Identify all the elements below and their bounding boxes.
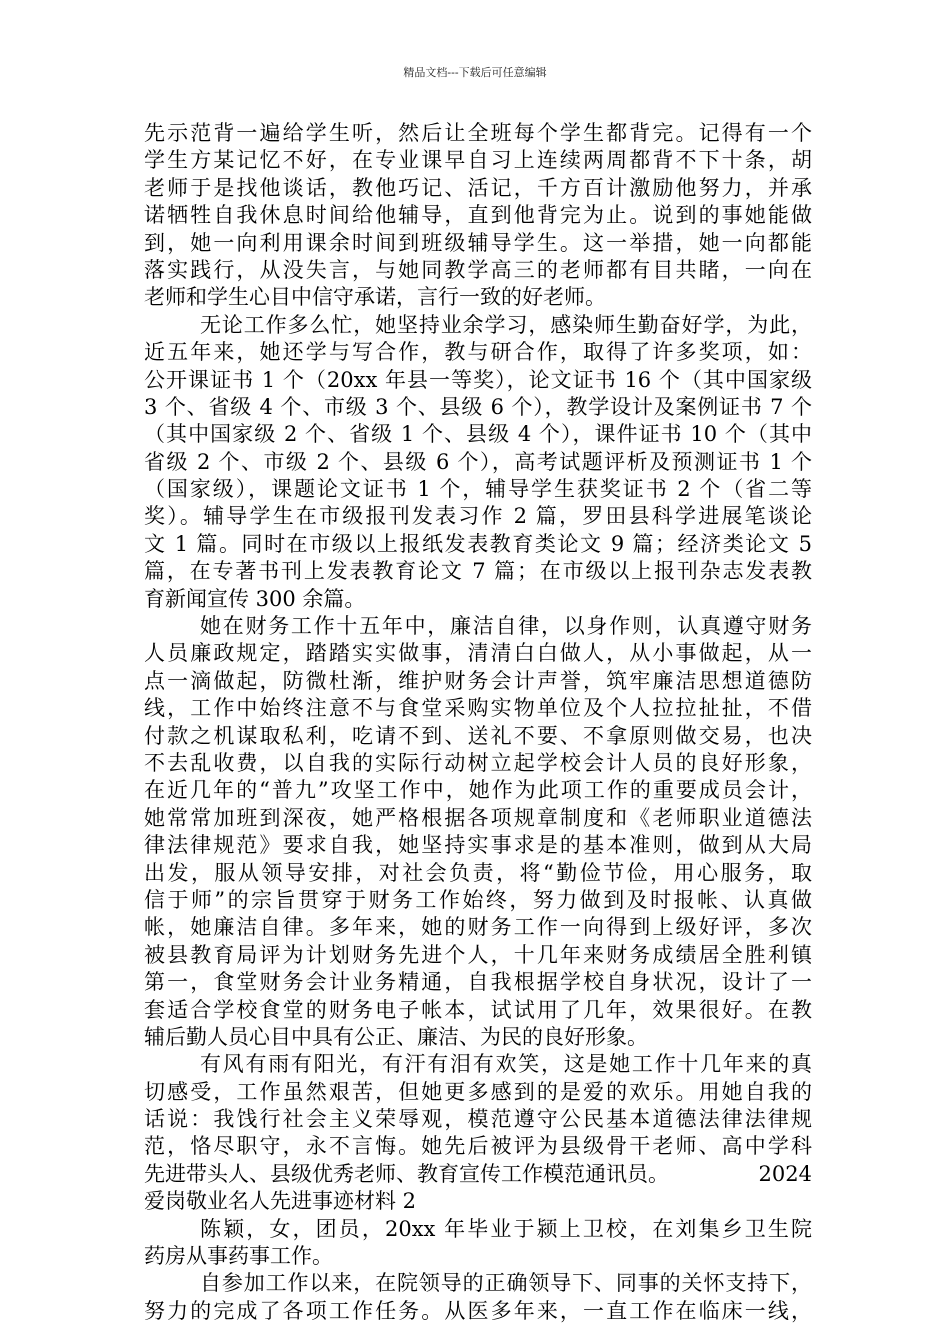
text-line-content: 到，她一向利用课余时间到班级辅导学生。这一举措，她一向都能 <box>144 230 812 255</box>
text-line <box>144 1270 812 1297</box>
text-line <box>144 312 812 339</box>
text-line <box>144 723 812 750</box>
text-line <box>144 120 812 147</box>
text-line <box>144 175 812 202</box>
text-line-content: 先进带头人、县级优秀老师、教育宣传工作模范通讯员。 <box>144 1161 669 1186</box>
text-line <box>144 997 812 1024</box>
text-line <box>144 1106 812 1133</box>
text-line-content: 无论工作多么忙，她坚持业余学习，感染师生勤奋好学，为此， <box>200 312 812 337</box>
text-line <box>144 942 812 969</box>
text-line-content: 套适合学校食堂的财务电子帐本，试试用了几年，效果很好。在教 <box>144 997 812 1022</box>
text-line <box>144 202 812 229</box>
text-line-content: 陈颖，女，团员，20xx 年毕业于颍上卫校，在刘集乡卫生院 <box>200 1216 812 1241</box>
text-line <box>144 476 812 503</box>
text-line-content: 切感受，工作虽然艰苦，但她更多感到的是爱的欢乐。用她自我的 <box>144 1079 812 1104</box>
text-line <box>144 860 812 887</box>
text-line-content: 律法律规范》要求自我，她坚持实事求是的基本准则，做到从大局 <box>144 833 812 858</box>
text-line <box>144 777 812 804</box>
text-line-content: 诺牺牲自我休息时间给他辅导，直到他背完为止。说到的事她能做 <box>144 203 812 228</box>
text-line-content: 线，工作中始终注意不与食堂采购实物单位及个人拉拉扯扯，不借 <box>144 696 812 721</box>
text-line-content: 公开课证书 1 个（20xx 年县一等奖），论文证书 16 个（其中国家级 <box>144 367 812 392</box>
text-line-content: 近五年来，她还学与写合作，教与研合作，取得了许多奖项，如： <box>144 340 812 365</box>
text-line <box>144 1216 812 1243</box>
text-line-content: 范，恪尽职守，永不言悔。她先后被评为县级骨干老师、高中学科 <box>144 1134 812 1159</box>
text-line <box>144 695 812 722</box>
text-line <box>144 421 812 448</box>
text-line <box>144 1133 812 1160</box>
text-line-content: 育新闻宣传 300 余篇。 <box>144 586 366 611</box>
text-line <box>144 887 812 914</box>
text-line-content: 在近几年的“普九”攻坚工作中，她作为此项工作的重要成员会计， <box>144 778 812 803</box>
text-line <box>144 832 812 859</box>
text-line-content: 先示范背一遍给学生听，然后让全班每个学生都背完。记得有一个 <box>144 121 812 145</box>
text-line <box>144 367 812 394</box>
page-header: 精品文档---下载后可任意编辑 <box>403 66 547 79</box>
text-line-content: 不去乱收费，以自我的实际行动树立起学校会计人员的良好形象， <box>144 750 812 775</box>
text-line-content: 篇，在专著书刊上发表教育论文 7 篇；在市级以上报刊杂志发表教 <box>144 559 812 584</box>
text-line <box>144 1161 812 1188</box>
text-line <box>144 339 812 366</box>
text-line <box>144 257 812 284</box>
text-line-content: 文 1 篇。同时在市级以上报纸发表教育类论文 9 篇；经济类论文 5 <box>144 531 812 556</box>
text-line-content: 她常常加班到深夜，她严格根据各项规章制度和《老师职业道德法 <box>144 805 812 830</box>
text-line <box>144 558 812 585</box>
text-line <box>144 1298 812 1325</box>
text-line-content: 人员廉政规定，踏踏实实做事，清清白白做人，从小事做起，从一 <box>144 641 812 666</box>
text-line-content: 学生方某记忆不好，在专业课早自习上连续两周都背不下十条，胡 <box>144 148 812 173</box>
text-line <box>144 613 812 640</box>
text-line <box>144 1051 812 1078</box>
text-line-content: 落实践行，从没失言，与她同教学高三的老师都有目共睹，一向在 <box>144 257 812 282</box>
text-line <box>144 394 812 421</box>
text-line-content: 药房从事药事工作。 <box>144 1244 333 1269</box>
text-line <box>144 284 812 311</box>
text-line-content: 老师于是找他谈话，教他巧记、活记，千方百计激励他努力，并承 <box>144 175 812 200</box>
text-line <box>144 147 812 174</box>
text-line <box>144 531 812 558</box>
text-line <box>144 449 812 476</box>
text-line-content: （国家级），课题论文证书 1 个，辅导学生获奖证书 2 个（省二等 <box>144 477 812 502</box>
text-line-content: 付款之机谋取私利，吃请不到、送礼不要、不拿原则做交易，也决 <box>144 723 812 748</box>
text-line-content: 奖）。辅导学生在市级报刊发表习作 2 篇，罗田县科学进展笔谈论 <box>144 504 812 529</box>
text-line <box>144 969 812 996</box>
text-line <box>144 1188 812 1215</box>
text-line-content: 帐，她廉洁自律。多年来，她的财务工作一向得到上级好评，多次 <box>144 915 812 940</box>
text-line <box>144 750 812 777</box>
text-line <box>144 503 812 530</box>
text-line-content: 话说：我饯行社会主义荣辱观，模范遵守公民基本道德法律法律规 <box>144 1107 812 1132</box>
text-line <box>144 1079 812 1106</box>
text-line-content: 信于师”的宗旨贯穿于财务工作始终，努力做到及时报帐、认真做 <box>144 887 812 912</box>
text-line <box>144 230 812 257</box>
text-line <box>144 668 812 695</box>
text-line <box>144 805 812 832</box>
text-line <box>144 1243 812 1270</box>
text-line-content: 她在财务工作十五年中，廉洁自律，以身作则，认真遵守财务 <box>200 614 812 639</box>
text-line-content: 有风有雨有阳光，有汗有泪有欢笑，这是她工作十几年来的真 <box>200 1052 812 1077</box>
text-line-content: 被县教育局评为计划财务先进个人，十几年来财务成绩居全胜利镇 <box>144 942 812 967</box>
text-line <box>144 1024 812 1051</box>
text-line <box>144 586 812 613</box>
document-body <box>144 120 812 1325</box>
text-line-content: 努力的完成了各项工作任务。从医多年来，一直工作在临床一线， <box>144 1298 812 1323</box>
text-line <box>144 914 812 941</box>
text-line-content: 第一，食堂财务会计业务精通，自我根据学校自身状况，设计了一 <box>144 970 812 995</box>
text-line-content: 省级 2 个、市级 2 个、县级 6 个），高考试题评析及预测证书 1 个 <box>144 449 812 474</box>
text-line-content: 辅后勤人员心目中具有公正、廉洁、为民的良好形象。 <box>144 1024 648 1049</box>
text-line-content: 3 个、省级 4 个、市级 3 个、县级 6 个），教学设计及案例证书 7 个 <box>144 394 812 419</box>
text-line-content: （其中国家级 2 个、省级 1 个、县级 4 个），课件证书 10 个（其中 <box>144 422 812 447</box>
text-line-tail: 2024 <box>758 1161 812 1186</box>
text-line <box>144 640 812 667</box>
text-line-content: 爱岗敬业名人先进事迹材料 2 <box>144 1189 417 1214</box>
text-line-content: 自参加工作以来，在院领导的正确领导下、同事的关怀支持下， <box>200 1271 812 1296</box>
text-line-content: 出发，服从领导安排，对社会负责，将“勤俭节俭，用心服务，取 <box>144 860 812 885</box>
text-line-content: 点一滴做起，防微杜渐，维护财务会计声誉，筑牢廉洁思想道德防 <box>144 668 812 693</box>
text-line-content: 老师和学生心目中信守承诺，言行一致的好老师。 <box>144 285 606 310</box>
